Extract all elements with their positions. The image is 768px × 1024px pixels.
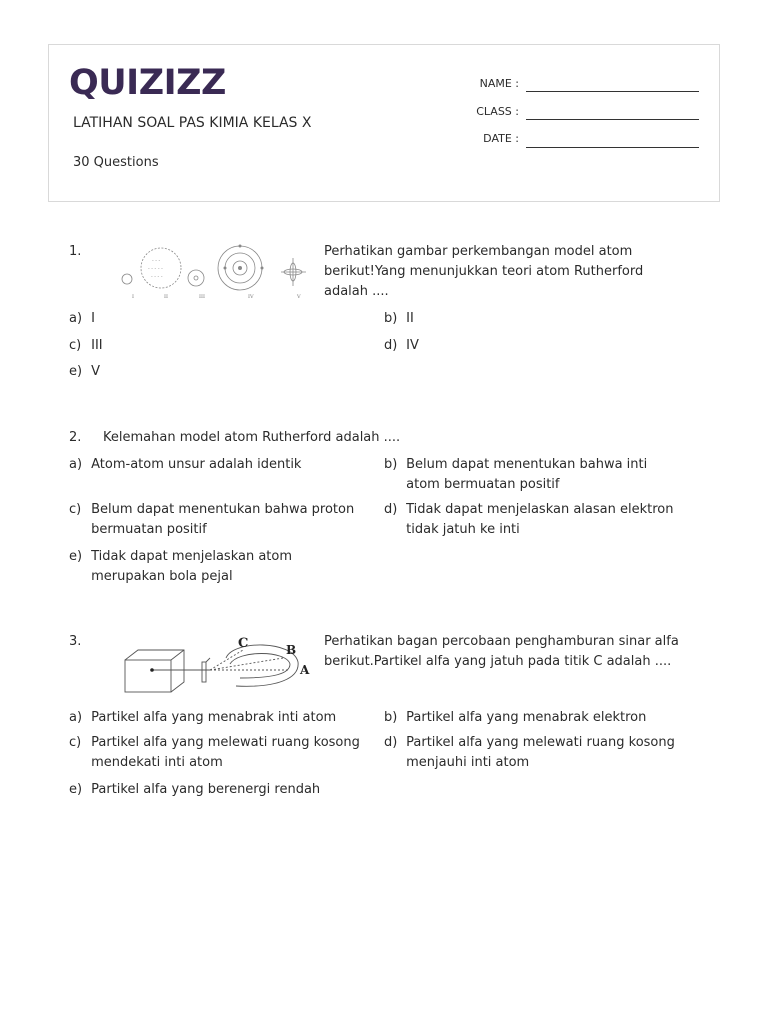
option-1e[interactable]	[69, 362, 100, 382]
model-rutherford	[188, 270, 204, 286]
option-label: b)	[384, 311, 398, 326]
option-3a[interactable]	[69, 708, 381, 728]
date-field-line[interactable]	[526, 147, 699, 148]
option-text: Tidak dapat menjelaskan alasan elektron tidak jatuh ke inti	[406, 502, 674, 537]
option-label: b)	[384, 710, 398, 725]
option-text: Partikel alfa yang melewati ruang kosong mendekati inti atom	[91, 735, 360, 770]
point-label-b: B	[286, 643, 297, 657]
worksheet-title: LATIHAN SOAL PAS KIMIA KELAS X	[73, 115, 312, 131]
option-3e[interactable]	[69, 780, 381, 800]
option-text: IV	[406, 338, 419, 353]
question-count: 30 Questions	[73, 155, 159, 170]
model-dalton	[122, 274, 132, 284]
svg-text:- - -: - - -	[152, 258, 161, 264]
question-1-text: Perhatikan gambar perkembangan model atom berikut!Yang menunjukkan teori atom Rutherford adalah ....	[324, 244, 644, 299]
option-1b[interactable]	[384, 309, 414, 329]
option-label: e)	[69, 549, 83, 564]
question-2-number: 2.	[69, 430, 82, 445]
question-1-number: 1.	[69, 244, 82, 259]
option-2e[interactable]	[69, 547, 301, 587]
option-2c[interactable]	[69, 500, 361, 540]
option-label: c)	[69, 502, 82, 517]
option-label: d)	[384, 735, 398, 750]
option-text: II	[406, 311, 414, 326]
option-label: a)	[69, 710, 83, 725]
option-1c[interactable]	[69, 336, 103, 356]
class-field-line[interactable]	[526, 119, 699, 120]
option-text: Partikel alfa yang menabrak elektron	[406, 710, 647, 725]
option-3c[interactable]	[69, 733, 381, 773]
option-label: a)	[69, 457, 83, 472]
question-3-number: 3.	[69, 634, 82, 649]
option-label: e)	[69, 782, 83, 797]
option-1d[interactable]	[384, 336, 419, 356]
option-label: a)	[69, 311, 83, 326]
model-bohr	[218, 245, 264, 291]
question-2-text: Kelemahan model atom Rutherford adalah ....	[103, 430, 401, 445]
option-text: Partikel alfa yang menabrak inti atom	[91, 710, 337, 725]
option-text: Tidak dapat menjelaskan atom merupakan bola pejal	[91, 549, 293, 584]
point-label-c: C	[238, 636, 249, 651]
question-3-text: Perhatikan bagan percobaan penghamburan sinar alfa berikut.Partikel alfa yang jatuh pada titik C adalah ....	[324, 634, 679, 669]
option-text: Belum dapat menentukan bahwa inti atom bermuatan positif	[406, 457, 648, 492]
option-1a[interactable]	[69, 309, 95, 329]
worksheet-header	[48, 44, 720, 202]
option-label: b)	[384, 457, 398, 472]
option-2b[interactable]	[384, 455, 668, 495]
class-label: CLASS :	[476, 105, 519, 118]
figure-label: II	[164, 294, 168, 300]
quizizz-logo: QUIZIZZ	[69, 63, 226, 103]
figure-label: III	[199, 294, 205, 300]
option-2a[interactable]	[69, 455, 361, 475]
date-label: DATE :	[483, 132, 519, 145]
model-thomson	[141, 248, 181, 288]
option-label: c)	[69, 735, 82, 750]
option-3b[interactable]	[384, 708, 696, 728]
option-label: c)	[69, 338, 82, 353]
figure-label: I	[132, 294, 134, 300]
option-text: III	[91, 338, 103, 353]
option-text: I	[91, 311, 95, 326]
option-text: Partikel alfa yang melewati ruang kosong menjauhi inti atom	[406, 735, 675, 770]
model-quantum	[281, 258, 306, 286]
figure-label: V	[297, 294, 301, 300]
figure-label: IV	[248, 294, 254, 300]
option-text: Partikel alfa yang berenergi rendah	[91, 782, 321, 797]
point-label-a: A	[300, 663, 310, 677]
svg-text:- - - - -: - - - - -	[148, 266, 163, 272]
option-label: d)	[384, 502, 398, 517]
svg-text:- - - -: - - - -	[151, 274, 163, 280]
option-2d[interactable]	[384, 500, 676, 540]
option-label: e)	[69, 364, 83, 379]
option-3d[interactable]	[384, 733, 696, 773]
alpha-scattering-figure	[118, 628, 318, 700]
option-text: Belum dapat menentukan bahwa proton bermuatan positif	[91, 502, 355, 537]
name-field-line[interactable]	[526, 91, 699, 92]
name-label: NAME :	[479, 77, 519, 90]
option-label: d)	[384, 338, 398, 353]
option-text: Atom-atom unsur adalah identik	[91, 457, 302, 472]
atom-models-figure	[116, 240, 312, 302]
option-text: V	[91, 364, 101, 379]
